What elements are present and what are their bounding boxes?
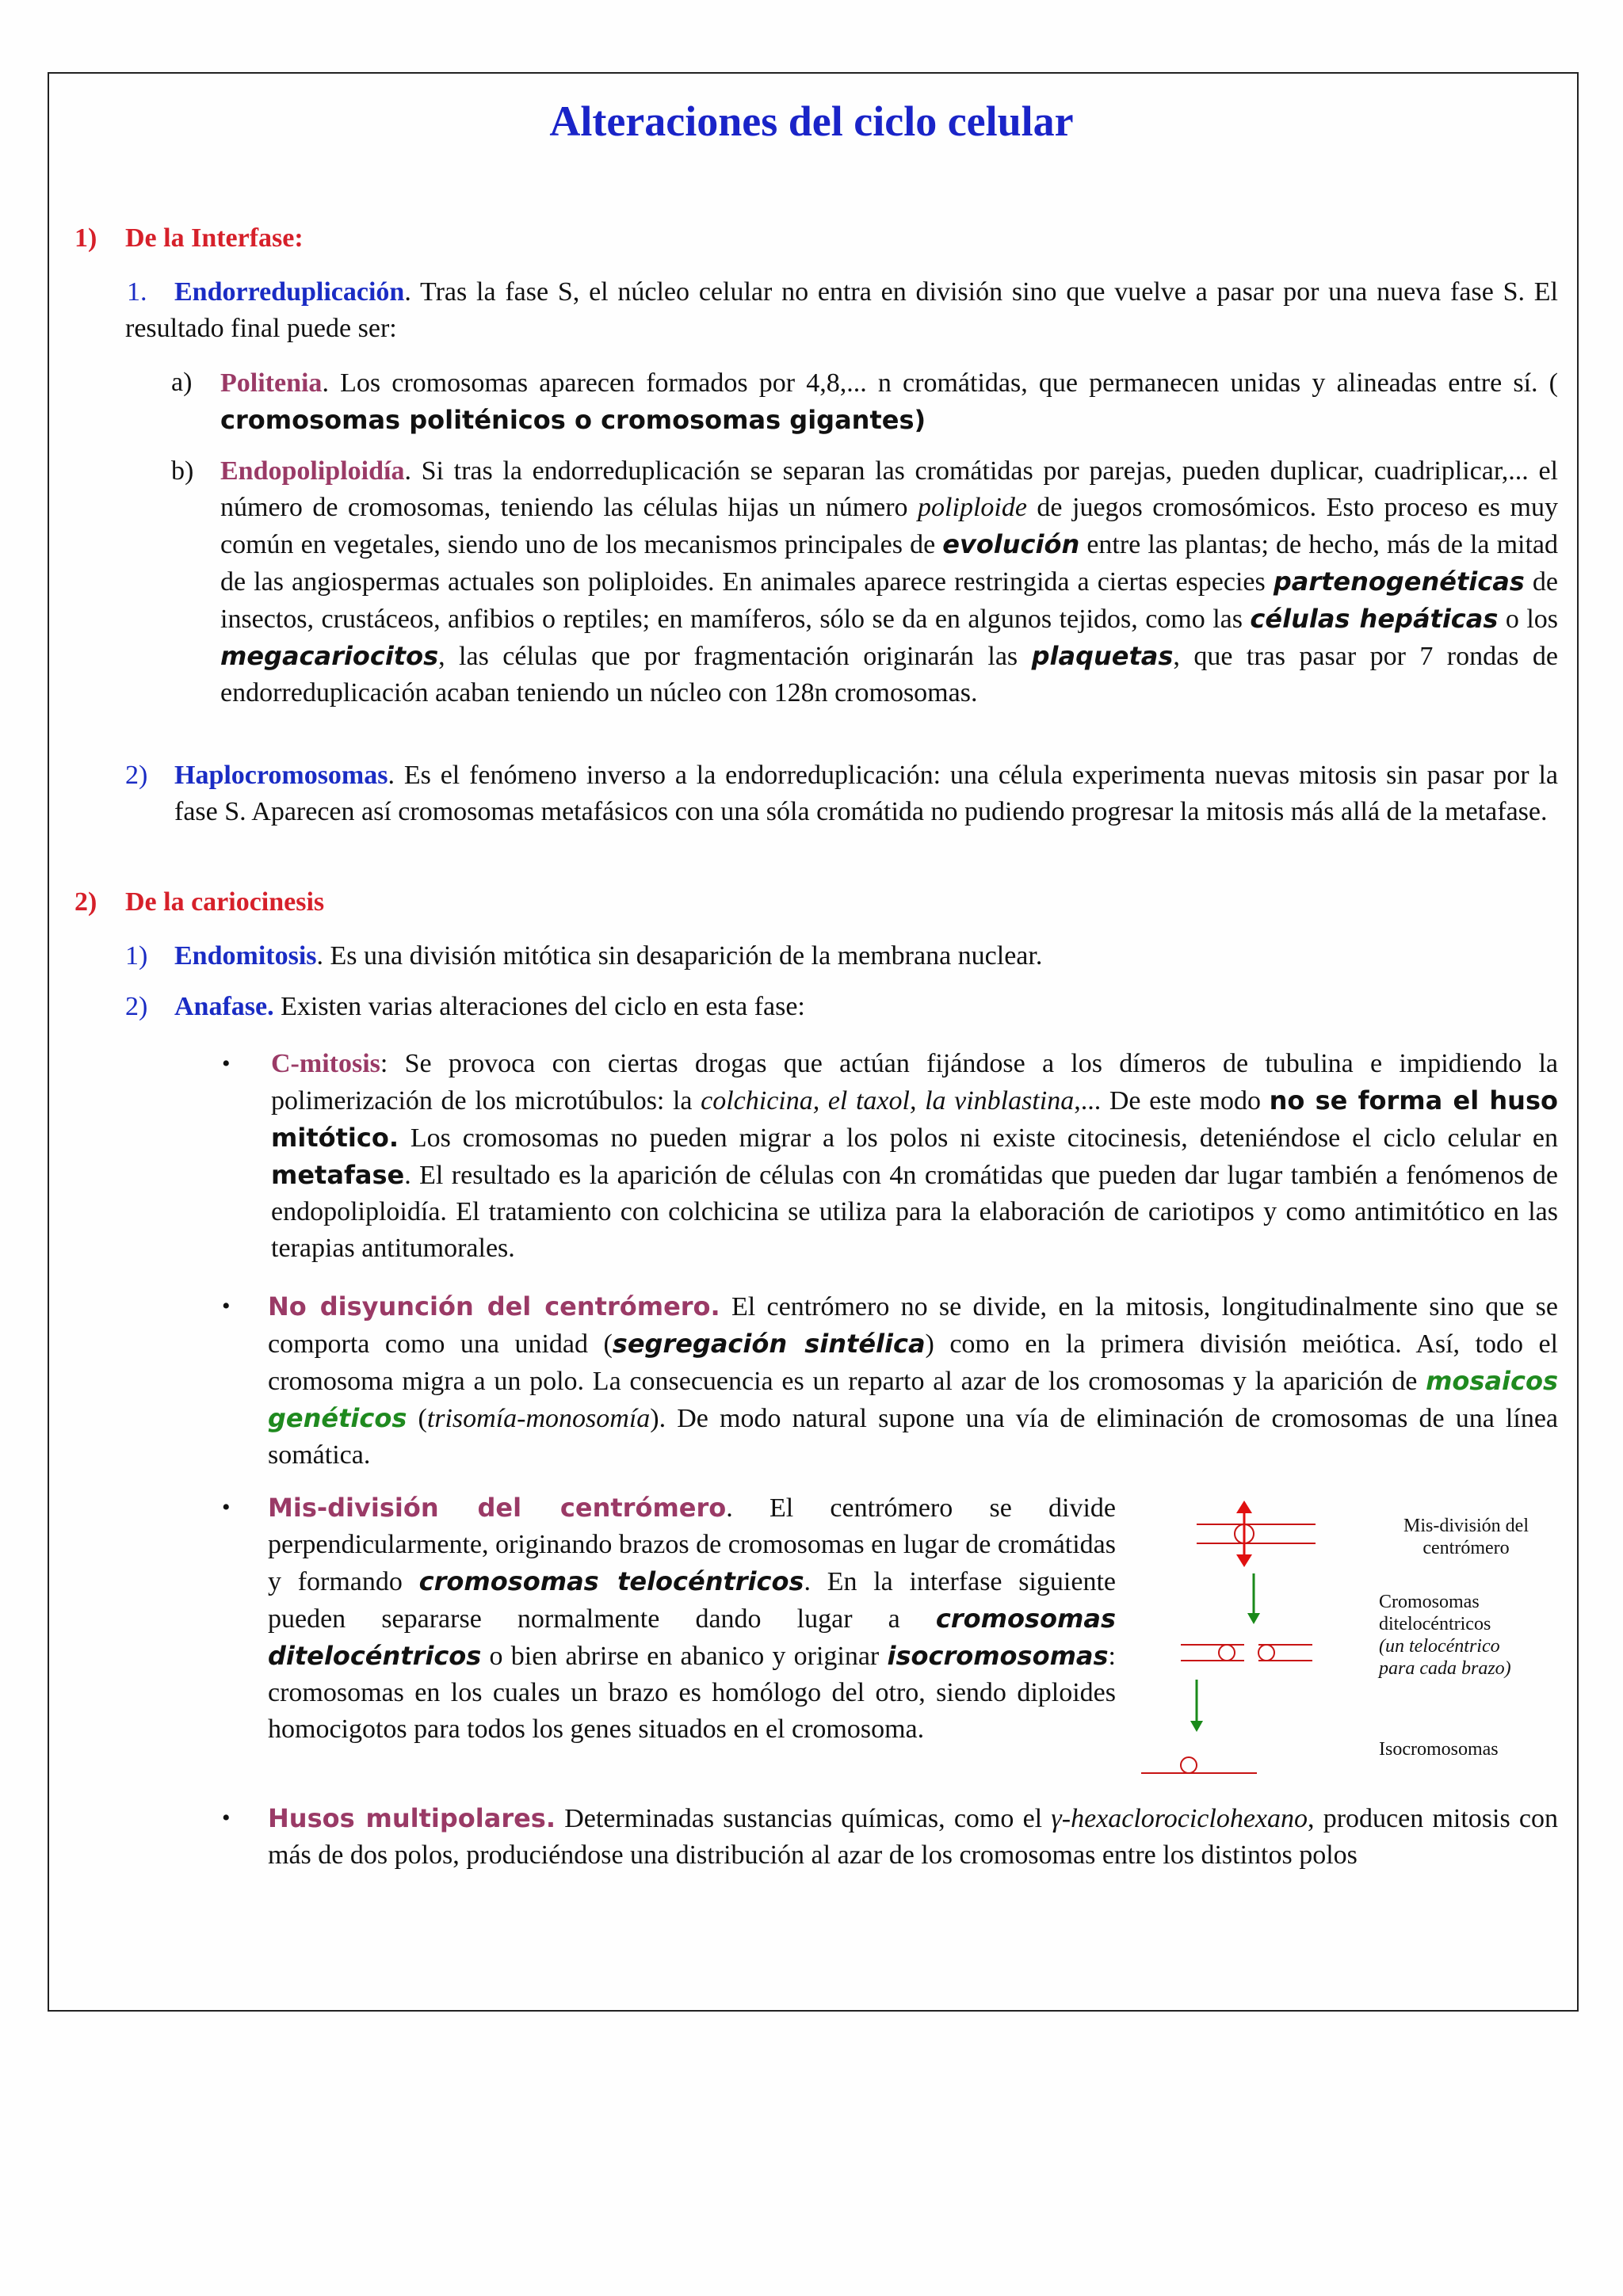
sub-a-number: a) xyxy=(171,368,193,397)
sub-b-bold-2: partenogenéticas xyxy=(1273,566,1525,597)
b4-text-1: Determinadas sustancias químicas, como el xyxy=(556,1804,1052,1833)
bullet-mis-division xyxy=(268,1489,1116,1748)
item-haplocromosomas xyxy=(174,757,1558,830)
sub-b-bold-4: megacariocitos xyxy=(220,641,439,671)
b1-bold-2: metafase xyxy=(271,1160,405,1190)
item-endomitosis xyxy=(174,938,1558,974)
fig-label-2c: (un telocéntrico xyxy=(1379,1636,1500,1657)
term-no-disyuncion: No disyunción del centrómero. xyxy=(268,1291,720,1322)
telocentric-circle-1 xyxy=(1219,1645,1235,1661)
term-endorreduplicacion: Endorreduplicación xyxy=(174,277,405,307)
item-1-number: 1. xyxy=(127,277,147,307)
sub-b-bold-3: células hepáticas xyxy=(1250,604,1499,634)
b1-text-3: Los cromosomas no pueden migrar a los polos ni existe citocinesis, deteniéndose el ciclo celular en xyxy=(398,1123,1558,1153)
term-politenia: Politenia xyxy=(220,368,323,398)
term-husos-multipolares: Husos multipolares. xyxy=(268,1803,556,1833)
term-c-mitosis: C-mitosis xyxy=(271,1049,380,1078)
item-anafase xyxy=(174,989,1558,1025)
section-2-heading: De la cariocinesis xyxy=(125,887,325,917)
sub-b-text-4: de insectos, crustáceos, anfibios o reptiles; en mamíferos, sólo se da en algunos tejidos, como las xyxy=(220,567,1558,634)
sub-b-italic-1: poliploide xyxy=(918,493,1027,522)
bullet-4: • xyxy=(222,1805,231,1831)
bullet-3: • xyxy=(222,1494,231,1520)
section-1-number: 1) xyxy=(74,223,97,253)
fig-label-isocromosomas: Isocromosomas xyxy=(1379,1739,1499,1760)
sub-b-text-6: , las células que por fragmentación originarán las xyxy=(438,642,1032,671)
sub-a-text: . Los cromosomas aparecen formados por 4,8,... n cromátidas, que permanecen unidas y alineadas entre sí. ( xyxy=(322,368,1558,398)
b2-bold-1: segregación sintélica xyxy=(612,1329,926,1359)
fig-label-ditelocentricos xyxy=(1379,1591,1511,1680)
b1-text-1: : Se provoca con ciertas drogas que actúan fijándose a los dímeros de tubulina e impidiendo la polimerización de los microtúbulos: la xyxy=(271,1049,1558,1116)
sec2-item-1-number: 1) xyxy=(125,941,148,971)
red-arrow-up-head xyxy=(1236,1501,1252,1513)
b3-text-3: o bien abrirse en abanico y originar xyxy=(481,1642,888,1671)
bullet-no-disyuncion xyxy=(268,1288,1558,1474)
green-arrow-1-head xyxy=(1247,1613,1260,1624)
b2-text-3: ( xyxy=(407,1404,427,1433)
b3-text-1: . El centrómero se divide perpendicularmente, originando brazos de cromosomas en lugar de cromátidas y formando xyxy=(268,1493,1116,1596)
b2-green-1: mosaicos genéticos xyxy=(268,1366,1558,1433)
sub-a-bold: cromosomas politénicos o cromosomas gigantes) xyxy=(220,405,926,435)
sec2-item-1-text: . Es una división mitótica sin desaparición de la membrana nuclear. xyxy=(316,941,1043,971)
b1-text-2: ,... De este modo xyxy=(1074,1086,1270,1116)
b1-text-4: . El resultado es la aparición de células con 4n cromátidas que pueden dar lugar también a fenómenos de endopoliploidía. El tratamiento con colchicina se utiliza para la elaboración de cariotipos y como antimitótico en las terapias antitumorales. xyxy=(271,1161,1558,1263)
red-arrow-down-head xyxy=(1236,1554,1252,1567)
item-1-text: . Tras la fase S, el núcleo celular no entra en división sino que vuelve a pasar por una nueva fase S. El resultado final puede ser: xyxy=(125,277,1558,343)
sub-b-bold-1: evolución xyxy=(942,529,1080,559)
term-haplocromosomas: Haplocromosomas xyxy=(174,761,388,790)
sub-b-endopoliploidia xyxy=(220,453,1558,711)
sub-b-text-7: , que tras pasar por 7 rondas de endorreduplicación acaban teniendo un núcleo con 128n cromosomas. xyxy=(220,642,1558,707)
b4-italic-1: γ-hexaclorociclohexano xyxy=(1051,1804,1308,1833)
bullet-c-mitosis xyxy=(271,1046,1558,1267)
b2-italic-1: trisomía-monosomía xyxy=(426,1404,651,1433)
b2-text-1: El centrómero no se divide, en la mitosis, longitudinalmente sino que se comporta como una unidad ( xyxy=(268,1292,1558,1359)
isochromosome-circle xyxy=(1181,1757,1197,1773)
page-title: Alteraciones del ciclo celular xyxy=(549,97,1074,145)
sub-a-politenia xyxy=(220,364,1558,439)
fig-label-2a: Cromosomas xyxy=(1379,1592,1480,1612)
bullet-1: • xyxy=(222,1051,231,1077)
b3-bold-3: isocromosomas xyxy=(887,1641,1109,1671)
sec2-item-2-text: Existen varias alteraciones del ciclo en esta fase: xyxy=(273,992,805,1021)
term-endopoliploidia: Endopoliploidía xyxy=(220,456,405,486)
sub-b-text-3: entre las plantas; de hecho, más de la mitad de las angiospermas actuales son poliploides. En animales aparece restringida a ciertas especies xyxy=(220,530,1559,597)
sub-b-number: b) xyxy=(171,456,194,486)
section-2-number: 2) xyxy=(74,887,97,917)
item-endorreduplicacion xyxy=(125,274,1558,347)
bullet-husos-multipolares xyxy=(268,1800,1558,1874)
b3-text-2: . En la interfase siguiente pueden separarse normalmente dando lugar a xyxy=(268,1567,1116,1634)
b1-italic-1: colchicina, el taxol, la vinblastina xyxy=(701,1086,1075,1116)
item-2-number: 2) xyxy=(125,761,148,790)
fig-label-1b: centrómero xyxy=(1423,1538,1510,1558)
item-2-text: . Es el fenómeno inverso a la endorreduplicación: una célula experimenta nuevas mitosis sin pasar por la fase S. Aparecen así cromosomas metafásicos con una sóla cromátida no pudiendo progresar la mitosis más allá de la metafase. xyxy=(174,761,1558,826)
sec2-item-2-number: 2) xyxy=(125,992,148,1021)
term-mis-division: Mis-división del centrómero xyxy=(268,1493,727,1523)
b4-text-2: , producen mitosis con más de dos polos, produciéndose una distribución al azar de los cromosomas entre los distintos polos xyxy=(268,1804,1559,1870)
term-endomitosis: Endomitosis xyxy=(174,941,317,971)
b2-text-4: ). De modo natural supone una vía de eliminación de cromosomas de una línea somática. xyxy=(268,1404,1558,1470)
fig-label-2b: ditelocéntricos xyxy=(1379,1614,1491,1634)
sub-b-text-2: de juegos cromosómicos. Esto proceso es muy común en vegetales, siendo uno de los mecanismos principales de xyxy=(220,493,1558,559)
b3-bold-1: cromosomas telocéntricos xyxy=(418,1566,804,1596)
telocentric-circle-2 xyxy=(1258,1645,1274,1661)
term-anafase: Anafase. xyxy=(174,992,274,1021)
fig-label-2d: para cada brazo) xyxy=(1379,1658,1511,1679)
sub-b-text-1: . Si tras la endorreduplicación se separan las cromátidas por parejas, pueden duplicar, cuadriplicar,... el número de cromosomas, teniendo las células hijas un número xyxy=(220,456,1558,522)
b1-bold-1: no se forma el huso mitótico. xyxy=(271,1085,1558,1153)
section-1-heading: De la Interfase: xyxy=(125,223,304,253)
b3-bold-2: cromosomas ditelocéntricos xyxy=(268,1604,1116,1671)
fig-label-mis-division xyxy=(1379,1515,1553,1559)
b3-text-4: : cromosomas en los cuales un brazo es homólogo del otro, siendo diploides homocigotos para todos los genes situados en el cromosoma. xyxy=(268,1642,1116,1744)
sub-b-bold-5: plaquetas xyxy=(1031,641,1174,671)
green-arrow-2-head xyxy=(1190,1721,1203,1732)
b2-text-2: ) como en la primera división meiótica. Así, todo el cromosoma migra a un polo. La consecuencia es un reparto al azar de los cromosomas y la aparición de xyxy=(268,1329,1558,1396)
sub-b-text-5: o los xyxy=(1498,605,1559,634)
bullet-2: • xyxy=(222,1293,231,1319)
fig-label-1a: Mis-división del xyxy=(1403,1516,1529,1536)
